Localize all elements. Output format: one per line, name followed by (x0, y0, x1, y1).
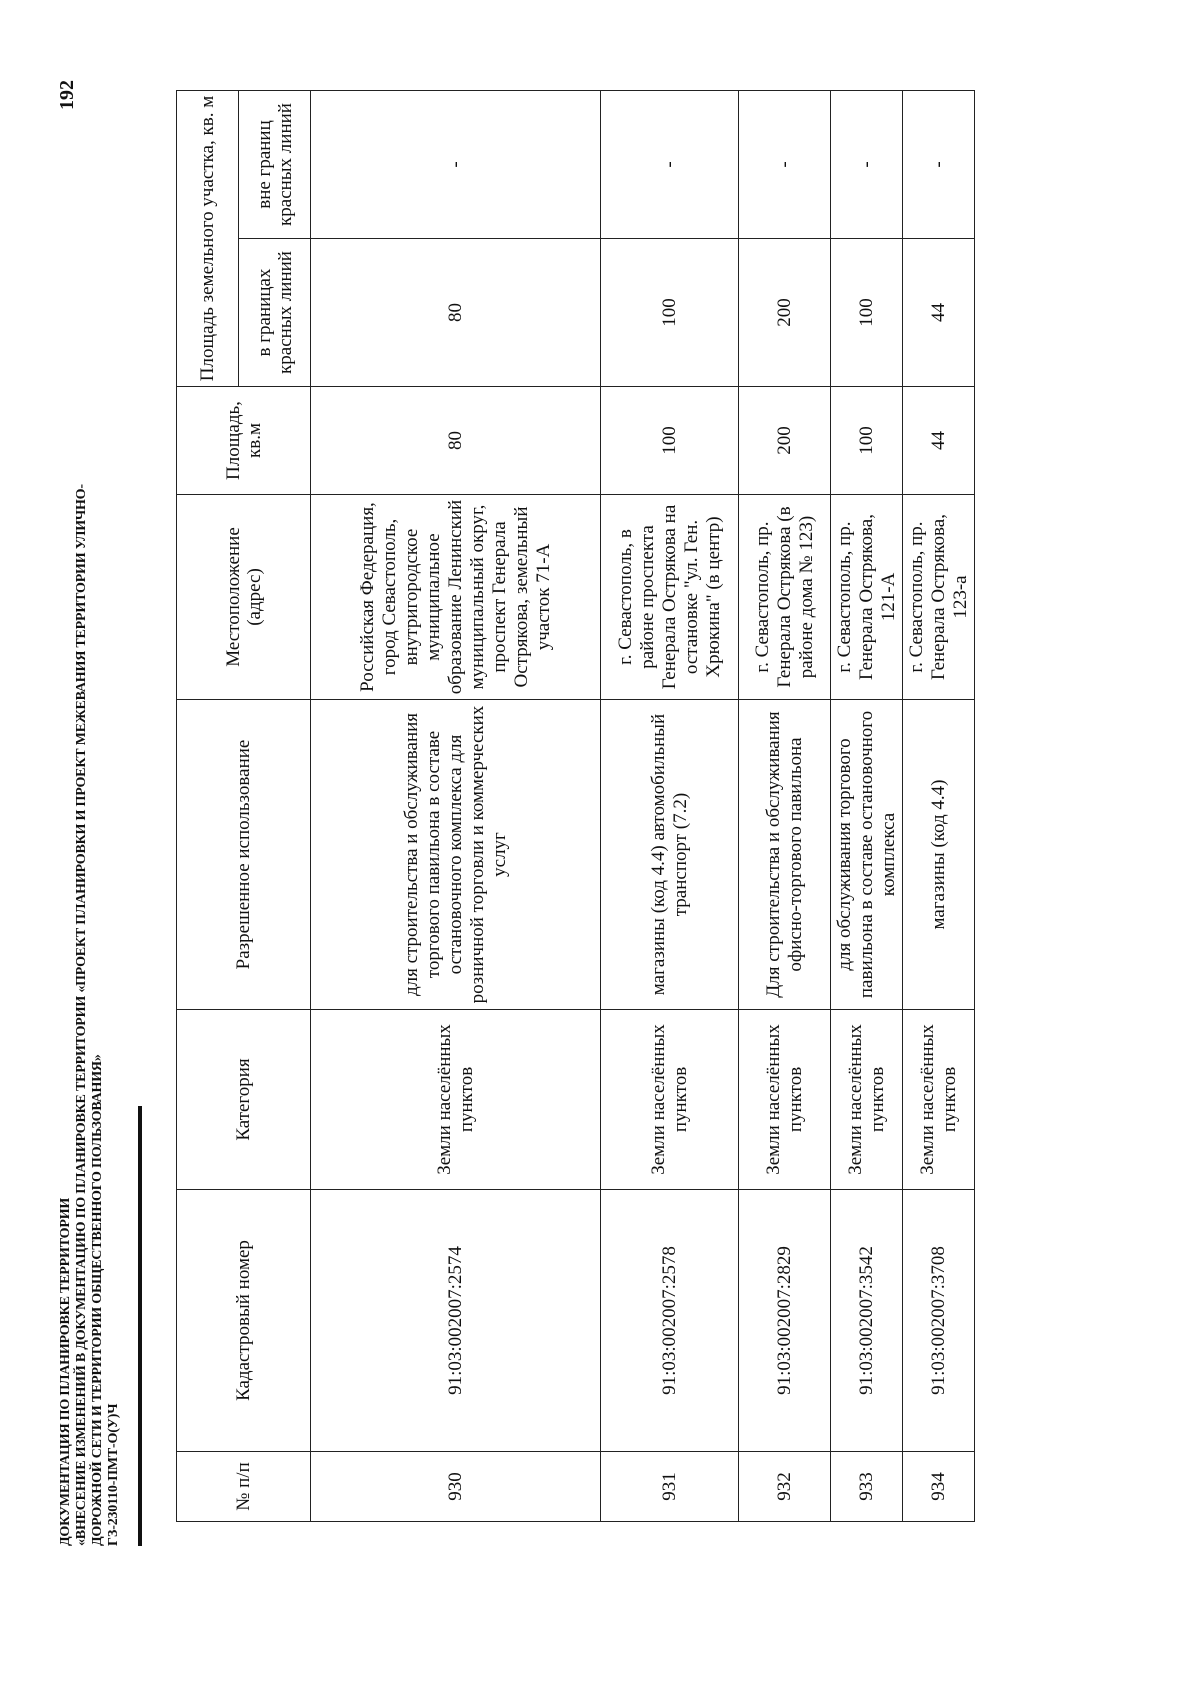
cell-outside-red-lines: - (739, 91, 831, 239)
table-row (903, 91, 975, 1522)
header-land-area-group: Площадь земельного участка, кв. м (177, 91, 239, 387)
cell-cadastral-number: 91:03:002007:2574 (311, 1190, 601, 1452)
cell-permitted-use: магазины (код 4.4) (903, 700, 975, 1010)
cell-area: 200 (739, 387, 831, 495)
cell-outside-red-lines: - (831, 91, 903, 239)
header-num: № п/п (177, 1452, 311, 1522)
cell-cadastral-number: 91:03:002007:2829 (739, 1190, 831, 1452)
cell-area: 44 (903, 387, 975, 495)
cell-category: Земли населённых пунктов (739, 1010, 831, 1190)
cell-permitted-use: магазины (код 4.4) автомобильный транспорт (7.2) (601, 700, 739, 1010)
cell-within-red-lines: 44 (903, 239, 975, 387)
header-line-4: ГЗ-230110-ПМТ-О(У)Ч (106, 1403, 121, 1546)
header-underline (138, 1106, 142, 1546)
cell-location: г. Севастополь, пр. Генерала Острякова, 123-а (903, 495, 975, 700)
cell-permitted-use: для строительства и обслуживания торгового павильона в составе остановочного комплекса для розничной торговли и коммерческих услуг (311, 700, 601, 1010)
table-row (601, 91, 739, 1522)
cell-category: Земли населённых пунктов (903, 1010, 975, 1190)
cell-within-red-lines: 100 (601, 239, 739, 387)
cell-within-red-lines: 200 (739, 239, 831, 387)
header-line-2: «ВНЕСЕНИЕ ИЗМЕНЕНИЙ В ДОКУМЕНТАЦИЮ ПО ПЛАНИРОВКЕ ТЕРРИТОРИИ «ПРОЕКТ ПЛАНИРОВКИ И ПРОЕКТ МЕЖЕВАНИЯ ТЕРРИТОРИИ УЛИЧНО- (74, 484, 89, 1546)
cell-within-red-lines: 80 (311, 239, 601, 387)
cell-outside-red-lines: - (601, 91, 739, 239)
cell-permitted-use: Для строительства и обслуживания офисно-торгового павильона (739, 700, 831, 1010)
page-number: 192 (56, 80, 78, 110)
cell-area: 100 (831, 387, 903, 495)
cell-within-red-lines: 100 (831, 239, 903, 387)
cell-num: 933 (831, 1452, 903, 1522)
cell-num: 932 (739, 1452, 831, 1522)
cell-outside-red-lines: - (311, 91, 601, 239)
cell-category: Земли населённых пунктов (831, 1010, 903, 1190)
table-row (311, 91, 601, 1522)
cell-cadastral-number: 91:03:002007:3542 (831, 1190, 903, 1452)
header-category: Категория (177, 1010, 311, 1190)
cell-category: Земли населённых пунктов (601, 1010, 739, 1190)
cell-category: Земли населённых пунктов (311, 1010, 601, 1190)
cell-num: 930 (311, 1452, 601, 1522)
table-row (831, 91, 903, 1522)
header-location: Местоположение (адрес) (177, 495, 311, 700)
header-line-3: ДОРОЖНОЙ СЕТИ И ТЕРРИТОРИИ ОБЩЕСТВЕННОГО ПОЛЬЗОВАНИЯ» (90, 1054, 105, 1546)
header-within-red-lines: в границах красных линий (239, 239, 311, 387)
document-header (58, 484, 122, 1546)
table-row (739, 91, 831, 1522)
header-area: Площадь, кв.м (177, 387, 311, 495)
cell-cadastral-number: 91:03:002007:2578 (601, 1190, 739, 1452)
cell-cadastral-number: 91:03:002007:3708 (903, 1190, 975, 1452)
cell-location: г. Севастополь, пр. Генерала Острякова (в районе дома № 123) (739, 495, 831, 700)
cell-num: 931 (601, 1452, 739, 1522)
cell-location: г. Севастополь, пр. Генерала Острякова, 121-А (831, 495, 903, 700)
header-line-1: ДОКУМЕНТАЦИЯ ПО ПЛАНИРОВКЕ ТЕРРИТОРИИ (58, 1197, 73, 1546)
cell-outside-red-lines: - (903, 91, 975, 239)
cell-permitted-use: для обслуживания торгового павильона в составе остановочного комплекса (831, 700, 903, 1010)
cell-location: Российская Федерация, город Севастополь, внутригородское муниципальное образование Ленинский муниципальный округ, проспект Генерала Острякова, земельный участок 71-А (311, 495, 601, 700)
header-outside-red-lines: вне границ красных линий (239, 91, 311, 239)
header-permitted-use: Разрешенное использование (177, 700, 311, 1010)
header-cadastral-number: Кадастровый номер (177, 1190, 311, 1452)
cell-area: 100 (601, 387, 739, 495)
cell-location: г. Севастополь, в районе проспекта Генерала Острякова на остановке "ул. Ген. Хрюкина" (в центр) (601, 495, 739, 700)
land-plots-table (176, 90, 975, 1522)
cell-num: 934 (903, 1452, 975, 1522)
cell-area: 80 (311, 387, 601, 495)
